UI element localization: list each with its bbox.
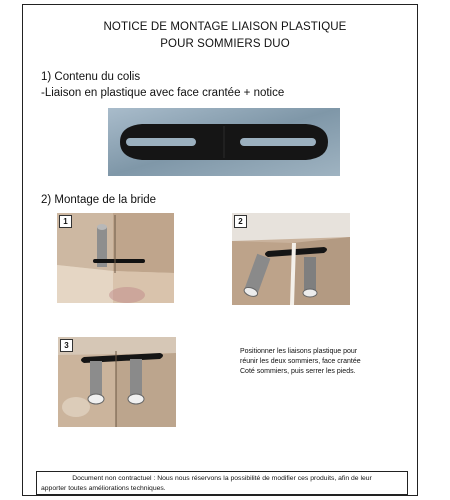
disclaimer-line-1: Document non contractuel : Nous nous réservons la possibilité de modifier ces produits, afin de leur: [72, 475, 372, 482]
instruction-line: Coté sommiers, puis serrer les pieds.: [240, 368, 356, 375]
step-number-badge: 1: [59, 215, 72, 228]
section-1-heading: 1) Contenu du colis: [41, 71, 141, 83]
document-title-line-1: NOTICE DE MONTAGE LIAISON PLASTIQUE: [103, 21, 347, 33]
step-number-badge: 3: [60, 339, 73, 352]
section-2-heading: 2) Montage de la bride: [41, 194, 157, 206]
instruction-line: réunir les deux sommiers, face crantée: [240, 358, 361, 365]
step-3-photo: [58, 337, 176, 427]
step-number-badge: 2: [234, 215, 247, 228]
instruction-line: Positionner les liaisons plastique pour: [240, 348, 358, 355]
document-title-line-2: POUR SOMMIERS DUO: [160, 38, 290, 50]
disclaimer-box: [36, 471, 408, 495]
disclaimer-line-2: apporter toutes améliorations techniques.: [41, 485, 166, 492]
step-2-photo: [232, 213, 350, 305]
connector-plate-photo: [108, 108, 340, 176]
section-1-subtitle: -Liaison en plastique avec face crantée + notice: [41, 87, 285, 99]
assembly-instructions: [240, 347, 390, 377]
step-1-photo: [57, 213, 174, 303]
